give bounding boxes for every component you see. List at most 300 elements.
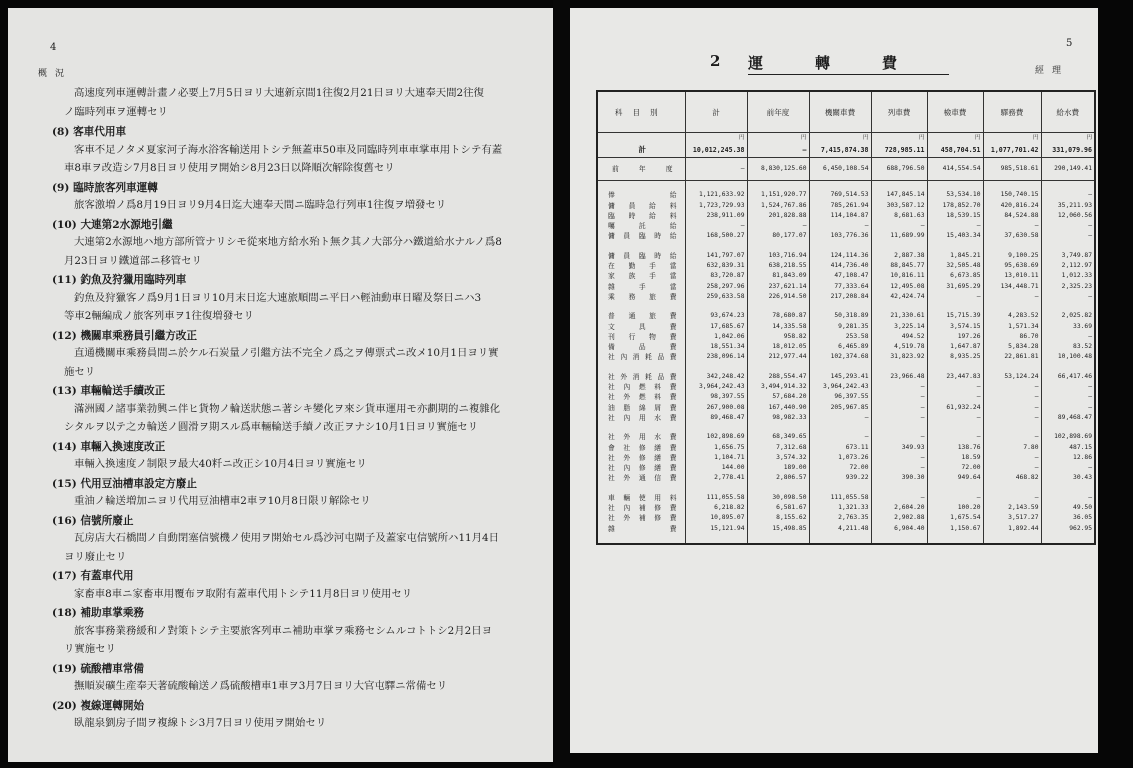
table-cell: 673.11 (809, 443, 871, 453)
table-cell: — (983, 403, 1041, 413)
table-row (597, 503, 1095, 513)
table-cell: 8,830,125.60 (747, 158, 809, 181)
table-cell: 468.82 (983, 473, 1041, 483)
spacer-cell (927, 181, 983, 191)
table-cell: 288,554.47 (747, 372, 809, 382)
table-cell: 17,685.67 (685, 322, 747, 332)
spacer-cell (809, 363, 871, 372)
text-line: 重油ノ輪送増加ニヨリ代用豆油槽車2車ヲ10月8日限リ解除セリ (74, 495, 371, 507)
spacer-cell (685, 242, 747, 251)
table-cell: 円 (871, 133, 927, 144)
row-label: 車輛使用料 (597, 493, 685, 503)
table-cell: 57,684.20 (747, 392, 809, 402)
spacer-cell (871, 302, 927, 311)
table-cell: — (871, 403, 927, 413)
table-cell: — (1041, 292, 1095, 302)
table-cell: 61,932.24 (927, 403, 983, 413)
table-number: 2 (710, 52, 721, 70)
text-line: 客車不足ノタメ夏家河子海水浴客輸送用トシテ無蓋車50車及同臨時列車車掌車用トシテ有蓋 (74, 143, 503, 156)
section-heading: (11) 釣魚及狩獵用臨時列車 (52, 274, 187, 286)
table-cell: 21,330.61 (871, 311, 927, 321)
spacer-cell (871, 423, 927, 432)
table-cell: — (809, 221, 871, 231)
section-heading: (17) 有蓋車代用 (52, 570, 134, 582)
row-label: 傭員臨時給 (597, 231, 685, 241)
table-cell: 331,079.96 (1041, 143, 1095, 158)
table-cell: 31,823.92 (871, 352, 927, 362)
spacer-cell (685, 484, 747, 493)
table-cell: 1,524,767.86 (747, 201, 809, 211)
table-cell: 212,977.44 (747, 352, 809, 362)
table-cell: 2,025.82 (1041, 311, 1095, 321)
spacer-cell (1041, 423, 1095, 432)
table-cell: — (983, 453, 1041, 463)
table-cell: 円 (685, 133, 747, 144)
row-label (597, 133, 685, 144)
table-cell: — (809, 432, 871, 442)
table-row (597, 332, 1095, 342)
table-row (597, 342, 1095, 352)
table-cell: — (871, 221, 927, 231)
spacer-cell (747, 534, 809, 544)
table-cell: 1,656.75 (685, 443, 747, 453)
section-heading: (13) 車輛輪送手續改正 (52, 385, 166, 397)
row-label: 備品費 (597, 342, 685, 352)
table-cell: 3,964,242.43 (809, 382, 871, 392)
table-cell: 1,151,920.77 (747, 190, 809, 200)
row-label: 社外通信費 (597, 473, 685, 483)
table-row (597, 432, 1095, 442)
table-cell: 18,539.15 (927, 211, 983, 221)
spacer-cell (685, 181, 747, 191)
table-cell: 3,964,242.43 (685, 382, 747, 392)
spacer-cell (1041, 242, 1095, 251)
table-row (597, 261, 1095, 271)
table-cell: 42,424.74 (871, 292, 927, 302)
section-heading: (18) 補助車掌乘務 (52, 607, 145, 619)
table-cell: 98,397.55 (685, 392, 747, 402)
column-header: 機關車費 (809, 91, 871, 133)
table-cell: 84,524.88 (983, 211, 1041, 221)
row-spacer (597, 363, 1095, 372)
spacer-cell (685, 423, 747, 432)
table-row (597, 322, 1095, 332)
table-title: 運轉費 (748, 52, 949, 75)
table-cell: 22,861.81 (983, 352, 1041, 362)
table-cell: 6,904.40 (871, 524, 927, 534)
table-cell: 145,293.41 (809, 372, 871, 382)
table-cell: 253.58 (809, 332, 871, 342)
row-spacer (597, 423, 1095, 432)
table-cell: 100.20 (927, 503, 983, 513)
table-cell: 958.82 (747, 332, 809, 342)
table-cell: 3,574.32 (747, 453, 809, 463)
table-cell: 49.50 (1041, 503, 1095, 513)
table-cell: 111,055.58 (809, 493, 871, 503)
row-label: 油脂綿屑費 (597, 403, 685, 413)
table-cell: 2,325.23 (1041, 282, 1095, 292)
spacer-cell (809, 423, 871, 432)
spacer-cell (927, 423, 983, 432)
table-cell: 494.52 (871, 332, 927, 342)
table-cell: — (927, 493, 983, 503)
table-cell: — (871, 453, 927, 463)
spacer-cell (597, 242, 685, 251)
spacer-cell (983, 363, 1041, 372)
table-cell: 23,966.48 (871, 372, 927, 382)
spacer-cell (685, 302, 747, 311)
table-cell: 103,716.94 (747, 251, 809, 261)
table-row (597, 403, 1095, 413)
row-label: 囑託給 (597, 221, 685, 231)
table-cell: 238,911.09 (685, 211, 747, 221)
table-cell: 1,150.67 (927, 524, 983, 534)
table-cell: — (983, 463, 1041, 473)
row-label: 社外補修費 (597, 513, 685, 523)
text-line: 車輛入換速度ノ制限ヲ最大40粁ニ改正シ10月4日ヨリ實施セリ (74, 458, 367, 470)
row-spacer (597, 302, 1095, 311)
table-cell: 円 (927, 133, 983, 144)
table-cell: 2,112.97 (1041, 261, 1095, 271)
spacer-cell (983, 302, 1041, 311)
table-cell: 15,715.39 (927, 311, 983, 321)
table-cell: 962.95 (1041, 524, 1095, 534)
table-cell: 36.05 (1041, 513, 1095, 523)
table-row (597, 282, 1095, 292)
spacer-cell (747, 302, 809, 311)
table-cell: 237,621.14 (747, 282, 809, 292)
table-cell: 10,816.11 (871, 271, 927, 281)
section-heading: (9) 臨時旅客列車運轉 (52, 181, 158, 194)
left-page (8, 8, 553, 762)
table-row (597, 190, 1095, 200)
column-header: 給水費 (1041, 91, 1095, 133)
table-cell: — (983, 382, 1041, 392)
row-label: 傭員給料 (597, 201, 685, 211)
text-line: 施セリ (64, 365, 96, 378)
table-cell: 53,534.10 (927, 190, 983, 200)
table-cell: 785,261.94 (809, 201, 871, 211)
table-cell: 201,828.88 (747, 211, 809, 221)
row-spacer (597, 534, 1095, 544)
table-cell: 83.52 (1041, 342, 1095, 352)
table-cell: 197.26 (927, 332, 983, 342)
table-cell: 12,495.08 (871, 282, 927, 292)
table-cell: 134,448.71 (983, 282, 1041, 292)
text-line: 直通機關車乘務員間ニ於ケル石炭量ノ引繼方法不完全ノ爲之ヲ傳票式ニ改メ10月1日ヨリ實 (74, 347, 499, 359)
spacer-cell (1041, 484, 1095, 493)
table-cell: 1,723,729.93 (685, 201, 747, 211)
table-cell: 178,852.70 (927, 201, 983, 211)
operating-cost-table (596, 90, 1096, 545)
table-cell: 89,468.47 (1041, 413, 1095, 423)
page-number: 5 (1066, 38, 1073, 49)
table-cell: 226,914.50 (747, 292, 809, 302)
table-cell: 1,571.34 (983, 322, 1041, 332)
row-label: 家族手當 (597, 271, 685, 281)
column-header-item: 科目別 (597, 91, 685, 133)
table-row (597, 352, 1095, 362)
table-row (597, 231, 1095, 241)
table-cell: 12,060.56 (1041, 211, 1095, 221)
spacer-cell (1041, 181, 1095, 191)
table-cell: 6,581.67 (747, 503, 809, 513)
table-cell: 420,816.24 (983, 201, 1041, 211)
table-cell: 86.70 (983, 332, 1041, 342)
table-row (597, 221, 1095, 231)
row-label: 社內燃料費 (597, 382, 685, 392)
table-cell: 3,494,914.32 (747, 382, 809, 392)
table-cell: 6,465.89 (809, 342, 871, 352)
table-cell: 985,518.61 (983, 158, 1041, 181)
table-cell: 3,574.15 (927, 322, 983, 332)
spacer-cell (927, 484, 983, 493)
table-cell: 31,695.29 (927, 282, 983, 292)
table-cell: 1,073.26 (809, 453, 871, 463)
table-cell: 円 (1041, 133, 1095, 144)
table-cell: 102,898.69 (1041, 432, 1095, 442)
table-cell: — (1041, 392, 1095, 402)
table-cell: 2,143.59 (983, 503, 1041, 513)
table-row (597, 524, 1095, 534)
table-row (597, 443, 1095, 453)
table-cell: 342,248.42 (685, 372, 747, 382)
spacer-cell (927, 302, 983, 311)
row-label: 社外消耗品費 (597, 372, 685, 382)
table-cell: 78,680.87 (747, 311, 809, 321)
table-cell: 8,155.62 (747, 513, 809, 523)
table-cell: 10,100.48 (1041, 352, 1095, 362)
table-cell: 47,108.47 (809, 271, 871, 281)
row-label: 社內修繕費 (597, 463, 685, 473)
table-cell: 1,321.33 (809, 503, 871, 513)
table-cell: — (1041, 231, 1095, 241)
table-cell: 18,012.05 (747, 342, 809, 352)
column-header: 列車費 (871, 91, 927, 133)
spacer-cell (747, 181, 809, 191)
table-cell: 50,318.89 (809, 311, 871, 321)
table-cell: 150,740.15 (983, 190, 1041, 200)
table-cell: 30,098.50 (747, 493, 809, 503)
row-spacer (597, 242, 1095, 251)
table-cell: — (747, 143, 809, 158)
row-label: 會社修繕費 (597, 443, 685, 453)
table-row (597, 473, 1095, 483)
section-heading: (20) 複線運轉開始 (52, 699, 145, 712)
spacer-cell (597, 181, 685, 191)
table-cell: 167,440.90 (747, 403, 809, 413)
table-cell: 9,281.35 (809, 322, 871, 332)
table-cell: 10,895.07 (685, 513, 747, 523)
table-cell: 96,397.55 (809, 392, 871, 402)
table-cell: 290,149.41 (1041, 158, 1095, 181)
table-cell: 124,114.36 (809, 251, 871, 261)
table-row (597, 211, 1095, 221)
spacer-cell (871, 363, 927, 372)
spacer-cell (927, 534, 983, 544)
table-cell: 1,647.87 (927, 342, 983, 352)
table-cell: 141,797.07 (685, 251, 747, 261)
table-cell: — (871, 463, 927, 473)
section-heading: (10) 大連第2水源地引繼 (52, 218, 173, 231)
page-header: 概況 (38, 69, 73, 79)
table-cell: 2,806.57 (747, 473, 809, 483)
table-cell: 15,403.34 (927, 231, 983, 241)
table-cell: — (927, 221, 983, 231)
row-label: 在勤手當 (597, 261, 685, 271)
table-row (597, 201, 1095, 211)
table-row (597, 392, 1095, 402)
table-row (597, 133, 1095, 144)
table-cell: — (983, 292, 1041, 302)
row-label: 傭員臨時給 (597, 251, 685, 261)
table-cell: 458,704.51 (927, 143, 983, 158)
row-label: 社外用水費 (597, 432, 685, 442)
table-cell: 414,554.54 (927, 158, 983, 181)
table-cell: 80,177.07 (747, 231, 809, 241)
row-label: 社外修繕費 (597, 453, 685, 463)
table-cell: — (927, 382, 983, 392)
table-cell: 688,796.50 (871, 158, 927, 181)
table-cell: — (809, 413, 871, 423)
text-line: 旅客事務業務緩和ノ對策トシテ主要旅客列車ニ補助車掌ヲ乘務セシムルコトトシ2月2日ヨ (74, 624, 493, 637)
table-cell: 6,673.85 (927, 271, 983, 281)
table-cell: — (927, 292, 983, 302)
table-cell: 632,839.31 (685, 261, 747, 271)
table-cell: 77,333.64 (809, 282, 871, 292)
column-header: 前年度 (747, 91, 809, 133)
table-cell: 4,283.52 (983, 311, 1041, 321)
table-cell: 168,500.27 (685, 231, 747, 241)
table-cell: 1,892.44 (983, 524, 1041, 534)
table-cell: 37,630.58 (983, 231, 1041, 241)
table-cell: 1,104.71 (685, 453, 747, 463)
row-label: 社內用水費 (597, 413, 685, 423)
table-cell: 72.00 (809, 463, 871, 473)
table-row (597, 311, 1095, 321)
text-line: 瓦房店大石橋間ノ自動閉塞信號機ノ使用ヲ開始セル爲沙河屯閘子及蓋家屯信號所ハ11月4日 (74, 532, 500, 544)
table-cell: 3,517.27 (983, 513, 1041, 523)
table-cell: 1,042.06 (685, 332, 747, 342)
table-cell: 1,012.33 (1041, 271, 1095, 281)
spacer-cell (597, 484, 685, 493)
table-cell: 13,010.11 (983, 271, 1041, 281)
table-cell: — (983, 432, 1041, 442)
table-cell: 98,982.33 (747, 413, 809, 423)
row-label: 計 (597, 143, 685, 158)
table-cell: 81,843.09 (747, 271, 809, 281)
table-cell: — (1041, 190, 1095, 200)
table-cell: — (983, 413, 1041, 423)
text-line: 旅客激増ノ爲8月19日ヨリ9月4日迄大連奉天間ニ臨時急行列車1往復ヲ増發セリ (74, 199, 447, 211)
table-cell: 10,012,245.38 (685, 143, 747, 158)
spacer-cell (809, 181, 871, 191)
spacer-cell (685, 363, 747, 372)
table-cell: 1,077,701.42 (983, 143, 1041, 158)
table-cell: 147,845.14 (871, 190, 927, 200)
text-line: 月23日ヨリ鐵道部ニ移管セリ (64, 254, 202, 267)
spacer-cell (871, 534, 927, 544)
table-cell: 3,225.14 (871, 322, 927, 332)
spacer-cell (747, 242, 809, 251)
table-row (597, 493, 1095, 503)
table-cell: 89,468.47 (685, 413, 747, 423)
table-cell: — (685, 158, 747, 181)
table-cell: 15,498.85 (747, 524, 809, 534)
table-cell: 414,736.40 (809, 261, 871, 271)
spacer-cell (747, 363, 809, 372)
table-cell: — (1041, 332, 1095, 342)
text-line: ヨリ廢止セリ (64, 550, 127, 563)
table-row (597, 292, 1095, 302)
table-cell: 144.00 (685, 463, 747, 473)
table-cell: 円 (747, 133, 809, 144)
table-cell: — (983, 221, 1041, 231)
table-cell: 68,349.65 (747, 432, 809, 442)
spacer-cell (927, 242, 983, 251)
table-cell: 53,124.24 (983, 372, 1041, 382)
row-label: 文具費 (597, 322, 685, 332)
row-label: 雜手當 (597, 282, 685, 292)
text-line: 車8車ヲ改造シ7月8日ヨリ使用ヲ開始シ8月23日以降順次解除復舊セリ (64, 162, 395, 174)
text-line: 滿洲國ノ諸事業勃興ニ伴ヒ貨物ノ輪送狀態ニ著シキ變化ヲ來シ貨車運用モ亦劃期的ニ複雜化 (74, 402, 501, 415)
table-cell: — (1041, 493, 1095, 503)
table-cell: — (871, 392, 927, 402)
table-cell: 33.69 (1041, 322, 1095, 332)
table-row (597, 382, 1095, 392)
text-line: 家畜車8車ニ家畜車用覆布ヲ取附有蓋車代用トシテ11月8日ヨリ使用セリ (74, 587, 413, 600)
table-cell: 189.00 (747, 463, 809, 473)
table-cell: 35,211.93 (1041, 201, 1095, 211)
table-cell: 102,898.69 (685, 432, 747, 442)
row-label: 前年度 (597, 158, 685, 181)
row-label: 俸給 (597, 190, 685, 200)
table-cell: 83,720.87 (685, 271, 747, 281)
table-row (597, 271, 1095, 281)
page-number: 4 (50, 42, 57, 53)
table-cell: 2,763.35 (809, 513, 871, 523)
table-cell: 2,887.38 (871, 251, 927, 261)
table-cell: 7.80 (983, 443, 1041, 453)
spacer-cell (747, 423, 809, 432)
table-cell: 349.93 (871, 443, 927, 453)
spacer-cell (1041, 363, 1095, 372)
spacer-cell (809, 302, 871, 311)
table-cell: 238,096.14 (685, 352, 747, 362)
spacer-cell (983, 484, 1041, 493)
table-cell: 3,749.87 (1041, 251, 1095, 261)
table-cell: 6,218.82 (685, 503, 747, 513)
spacer-cell (983, 423, 1041, 432)
text-line: 等車2輛編成ノ旅客列車ヲ1往復増發セリ (64, 310, 254, 322)
table-cell: 1,121,633.92 (685, 190, 747, 200)
table-cell: 728,985.11 (871, 143, 927, 158)
table-cell: 111,055.58 (685, 493, 747, 503)
table-cell: — (1041, 403, 1095, 413)
book-gutter (553, 0, 570, 768)
table-cell: 円 (809, 133, 871, 144)
table-cell: 4,519.78 (871, 342, 927, 352)
spacer-cell (597, 423, 685, 432)
table-cell: 259,633.58 (685, 292, 747, 302)
table-cell: 102,374.68 (809, 352, 871, 362)
table-cell: 93,674.23 (685, 311, 747, 321)
spacer-cell (871, 242, 927, 251)
table-row (597, 251, 1095, 261)
table-cell: — (747, 221, 809, 231)
table-row (597, 413, 1095, 423)
table-cell: 2,778.41 (685, 473, 747, 483)
